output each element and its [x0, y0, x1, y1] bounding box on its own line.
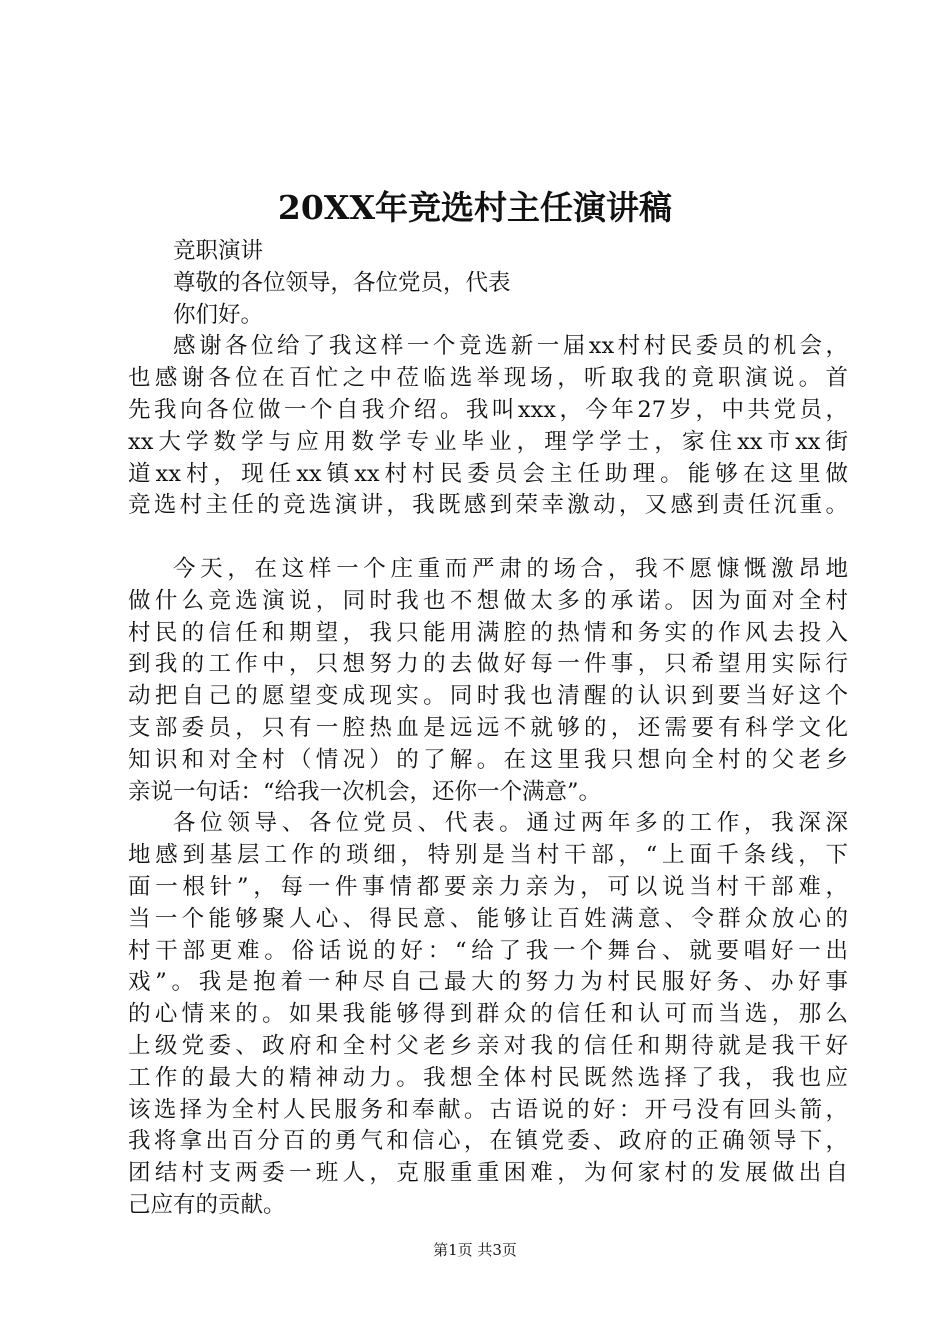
document-body	[128, 236, 848, 1222]
paragraph-1	[128, 331, 848, 522]
paragraph-line: 当一个能够聚人心、得民意、能够让百姓满意、令群众放心的	[128, 905, 848, 932]
paragraph-line: 面一根针”，每一件事情都要亲力亲为，可以说当村干部难，	[128, 873, 848, 900]
paragraph-line: 先我向各位做一个自我介绍。我叫xxx，今年27岁，中共党员，	[128, 396, 848, 423]
document-title: 20XX年竞选村主任演讲稿	[277, 188, 673, 227]
paragraph-line: xx大学数学与应用数学专业毕业，理学学士，家住xx市xx街	[128, 428, 848, 455]
paragraph-line: 竞选村主任的竞选演讲，我既感到荣幸激动，又感到责任沉重。	[128, 492, 848, 519]
paragraph-line: 的心情来的。如果我能够得到群众的信任和认可而当选，那么	[128, 1001, 848, 1028]
paragraph-line: 各位领导、各位党员、代表。通过两年多的工作，我深深	[173, 810, 848, 837]
paragraph-line: 团结村支两委一班人，克服重重困难，为何家村的发展做出自	[128, 1160, 848, 1187]
paragraph-line: 上级党委、政府和全村父老乡亲对我的信任和期待就是我干好	[128, 1032, 848, 1059]
paragraph-line: 我将拿出百分百的勇气和信心，在镇党委、政府的正确领导下，	[128, 1128, 848, 1155]
paragraph-line: 也感谢各位在百忙之中莅临选举现场，听取我的竟职演说。首	[128, 365, 848, 392]
paragraph-line: 做什么竞选演说，同时我也不想做太多的承诺。因为面对全村	[128, 587, 848, 614]
paragraph-line: 到我的工作中，只想努力的去做好每一件事，只希望用实际行	[128, 651, 848, 678]
paragraph-line: 支部委员，只有一腔热血是远远不就够的，还需要有科学文化	[128, 714, 848, 741]
paragraph-2	[128, 554, 848, 808]
paragraph-gap	[128, 522, 848, 554]
paragraph-line: 知识和对全村（情况）的了解。在这里我只想向全村的父老乡	[128, 746, 848, 773]
paragraph-line: 亲说一句话：“给我一次机会，还你一个满意”。	[128, 778, 602, 805]
paragraph-line: 感谢各位给了我这样一个竞选新一届xx村村民委员的机会，	[173, 333, 848, 360]
paragraph-line: 地感到基层工作的琐细，特别是当村干部，“上面千条线，下	[128, 842, 848, 869]
paragraph-line: 该选择为全村人民服务和奉献。古语说的好：开弓没有回头箭，	[128, 1096, 848, 1123]
paragraph-line: 道xx村，现任xx镇xx村村民委员会主任助理。能够在这里做	[128, 460, 848, 487]
paragraph-line: 己应有的贡献。	[128, 1191, 286, 1218]
paragraph-line: 今天，在这样一个庄重而严肃的场合，我不愿慷慨激昂地	[173, 555, 848, 582]
paragraph-3	[128, 808, 848, 1221]
greeting: 你们好。	[173, 301, 264, 328]
subtitle: 竞职演讲	[173, 238, 264, 264]
paragraph-line: 戏”。我是抱着一种尽自己最大的努力为村民服好务、办好事	[128, 969, 848, 996]
salutation: 尊敬的各位领导，各位党员，代表	[173, 269, 511, 296]
paragraph-line: 村干部更难。俗话说的好：“给了我一个舞台、就要唱好一出	[128, 937, 848, 964]
page-footer: 第1页 共3页	[433, 1241, 517, 1259]
paragraph-line: 村民的信任和期望，我只能用满腔的热情和务实的作风去投入	[128, 619, 848, 646]
paragraph-line: 工作的最大的精神动力。我想全体村民既然选择了我，我也应	[128, 1064, 848, 1091]
paragraph-line: 动把自己的愿望变成现实。同时我也清醒的认识到要当好这个	[128, 683, 848, 710]
